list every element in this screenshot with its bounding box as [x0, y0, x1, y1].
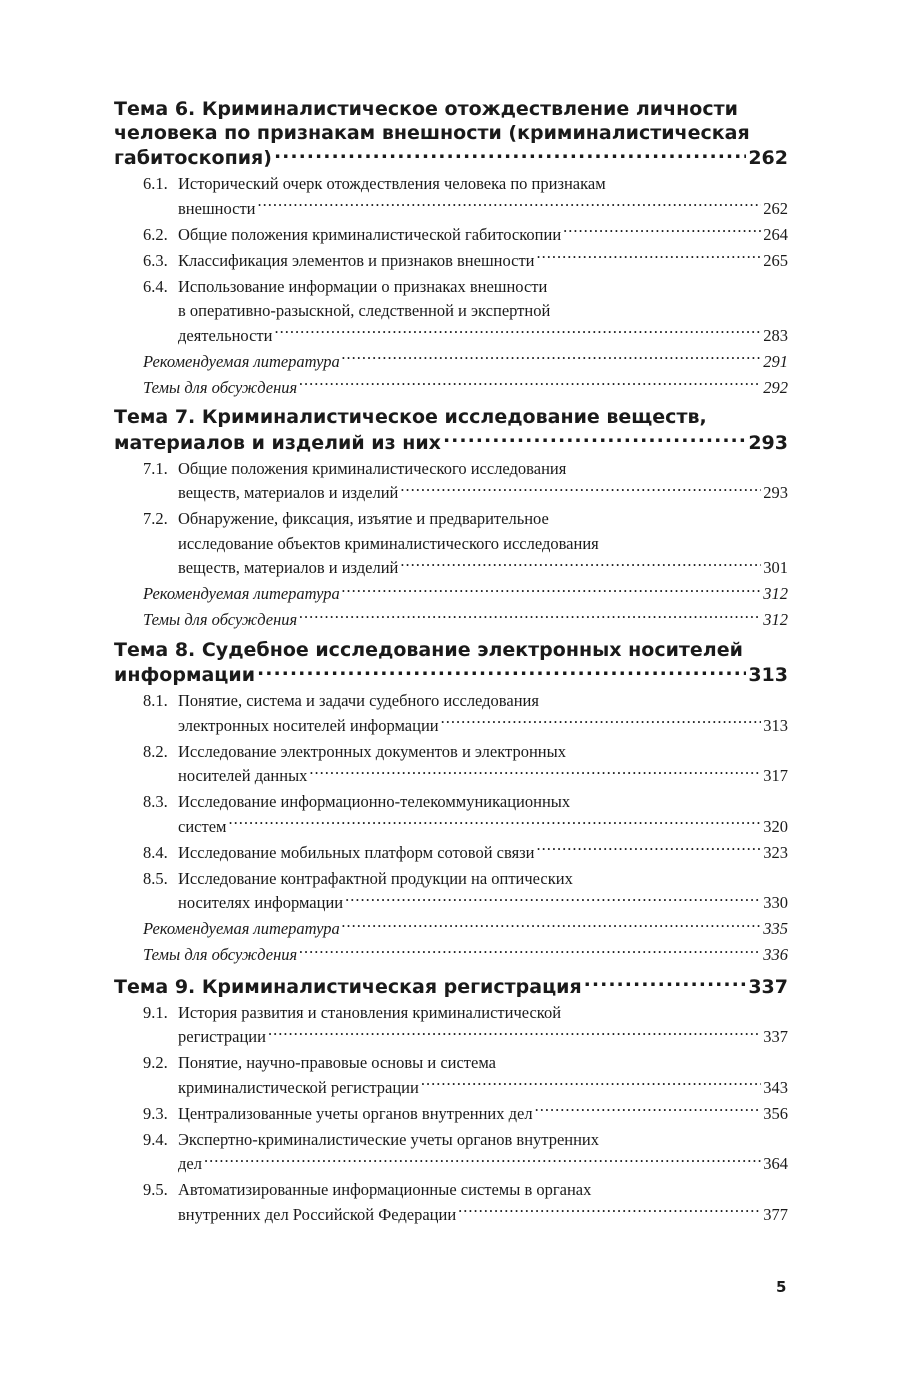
toc-line [143, 1025, 788, 1050]
dot-leader [342, 918, 761, 935]
dot-leader [299, 944, 761, 961]
entry-number: 9.4. [143, 1129, 168, 1149]
entry-title-end: внешности [178, 198, 256, 218]
heading-text: габитоскопия) [114, 147, 272, 169]
entry-title-line [143, 1128, 788, 1153]
toc-entry[interactable] [143, 249, 788, 274]
entry-title-end: веществ, материалов и изделий [178, 558, 399, 577]
entry-title-line: в оперативно-разыскной, следственной и экспертной [178, 301, 551, 320]
toc-entry[interactable] [143, 172, 788, 221]
topics-page-number: 312 [763, 610, 788, 629]
dot-leader [400, 482, 761, 499]
toc-line [143, 376, 788, 401]
entry-title-end: деятельности [178, 325, 273, 345]
toc-section [114, 406, 788, 633]
entry-title: Исторический очерк отождествления человека по признакам [178, 174, 606, 193]
entry-number: 6.4. [143, 276, 168, 296]
heading-page-number: 337 [748, 975, 788, 998]
toc-line [143, 582, 788, 607]
dot-leader [258, 197, 762, 214]
entry-number: 7.2. [143, 509, 168, 528]
entry-title-end: дел [178, 1154, 202, 1173]
heading-page-number: 313 [748, 664, 788, 686]
toc-line [143, 917, 788, 942]
table-of-contents [114, 98, 788, 1233]
entry-number: 8.5. [143, 868, 168, 888]
section-heading[interactable] [114, 974, 788, 1000]
literature-label: Рекомендуемая литература [143, 919, 340, 938]
entry-page-number: 343 [763, 1077, 788, 1097]
toc-line [143, 943, 788, 968]
literature-label: Рекомендуемая литература [143, 584, 340, 603]
toc-entry[interactable] [143, 740, 788, 789]
section-heading[interactable] [114, 98, 788, 171]
toc-line [114, 662, 788, 688]
entry-title: Общие положения криминалистического исследования [178, 458, 567, 478]
entry-page-number: 301 [763, 558, 788, 577]
entry-title-line [143, 689, 788, 714]
toc-line [143, 891, 788, 916]
entry-title: Обнаружение, фиксация, изъятие и предварительное [178, 509, 549, 528]
literature-label: Рекомендуемая литература [143, 351, 340, 371]
topics-label: Темы для обсуждения [143, 610, 298, 629]
entry-page-number: 264 [763, 224, 788, 244]
toc-section [114, 974, 788, 1228]
heading-line: Тема 7. Криминалистическое исследование веществ, [114, 406, 707, 428]
entry-title: Использование информации о признаках внешности [178, 276, 548, 296]
toc-line [114, 430, 788, 456]
dot-leader [584, 974, 747, 993]
entry-title: Общие положения криминалистической габитоскопии [178, 224, 562, 244]
toc-line [143, 815, 788, 840]
entry-page-number: 356 [763, 1103, 788, 1123]
dot-leader [268, 1026, 761, 1043]
heading-text: материалов и изделий из них [114, 431, 441, 454]
entry-title-line [143, 790, 788, 815]
toc-line [143, 324, 788, 349]
dot-leader [228, 815, 761, 832]
entry-title-line [143, 867, 788, 892]
toc-entry[interactable] [143, 1102, 788, 1127]
dot-leader [274, 324, 761, 341]
toc-entry[interactable] [143, 1001, 788, 1050]
literature-page-number: 312 [763, 584, 788, 603]
entry-title: Исследование электронных документов и электронных [178, 741, 566, 761]
entry-page-number: 377 [763, 1204, 788, 1224]
recommended-literature[interactable] [143, 582, 788, 607]
entry-page-number: 337 [763, 1027, 788, 1046]
toc-line [114, 145, 788, 171]
topics-page-number: 336 [763, 945, 788, 964]
entry-number: 9.2. [143, 1053, 168, 1072]
section-entries [114, 172, 788, 400]
toc-entry[interactable] [143, 457, 788, 506]
toc-line [143, 556, 788, 581]
dot-leader [299, 376, 761, 393]
heading-text: информации [114, 664, 256, 686]
section-heading[interactable] [114, 639, 788, 688]
toc-entry[interactable] [143, 867, 788, 916]
literature-page-number: 335 [763, 919, 788, 938]
dot-leader [342, 350, 761, 367]
toc-section [114, 639, 788, 968]
entry-title-end: регистрации [178, 1027, 266, 1046]
heading-line: человека по признакам внешности (криминалистическая [114, 121, 750, 144]
topics-label: Темы для обсуждения [143, 377, 298, 397]
entry-number: 8.3. [143, 792, 168, 811]
heading-text: Тема 9. Криминалистическая регистрация [114, 975, 582, 998]
toc-line [143, 608, 788, 633]
dot-leader [299, 609, 761, 626]
entry-title-end: носителях информации [178, 893, 344, 912]
dot-leader [443, 430, 746, 449]
toc-entry[interactable] [143, 507, 788, 581]
topics-page-number: 292 [763, 377, 788, 397]
toc-section [114, 98, 788, 400]
dot-leader [309, 765, 761, 782]
entry-title: Централизованные учеты органов внутренних дел [178, 1103, 533, 1123]
dot-leader [204, 1153, 761, 1170]
dot-leader [257, 662, 746, 681]
toc-line [143, 1076, 788, 1101]
entry-number: 9.1. [143, 1002, 168, 1022]
entry-page-number: 317 [763, 766, 788, 785]
entry-title-line [143, 457, 788, 482]
entry-title-line [143, 1001, 788, 1026]
entry-title: Исследование мобильных платформ сотовой связи [178, 842, 535, 862]
entry-title: Исследование контрафактной продукции на оптических [178, 868, 573, 888]
entry-title-line [143, 1178, 788, 1203]
entry-title-line [143, 1051, 788, 1076]
dot-leader [400, 557, 761, 574]
entry-title-line [143, 740, 788, 765]
entry-page-number: 320 [763, 816, 788, 836]
dot-leader [537, 841, 762, 858]
toc-line [143, 841, 788, 866]
entry-title-end: криминалистической регистрации [178, 1077, 419, 1097]
toc-line [114, 974, 788, 1000]
toc-line [143, 249, 788, 274]
toc-entry[interactable] [143, 689, 788, 738]
toc-line [143, 350, 788, 375]
dot-leader [345, 892, 761, 909]
entry-page-number: 313 [763, 715, 788, 735]
toc-line [143, 223, 788, 248]
heading-page-number: 262 [748, 147, 788, 169]
entry-title: Исследование информационно-телекоммуникационных [178, 792, 571, 811]
entry-number: 6.2. [143, 224, 168, 244]
toc-entry[interactable] [143, 1178, 788, 1227]
toc-line [143, 481, 788, 506]
dot-leader [563, 223, 761, 240]
entry-number: 7.1. [143, 458, 168, 478]
entry-number: 8.4. [143, 842, 168, 862]
section-entries [114, 689, 788, 968]
entry-page-number: 293 [763, 483, 788, 502]
dot-leader [274, 145, 746, 164]
entry-title-end: систем [178, 816, 227, 836]
toc-entry[interactable] [143, 1128, 788, 1177]
toc-entry[interactable] [143, 1051, 788, 1100]
entry-number: 9.3. [143, 1103, 168, 1123]
dot-leader [441, 714, 762, 731]
entry-number: 8.2. [143, 741, 168, 761]
literature-page-number: 291 [763, 351, 788, 371]
entry-page-number: 364 [763, 1154, 788, 1173]
section-entries [114, 457, 788, 633]
entry-title-line [143, 275, 788, 300]
entry-title: Понятие, система и задачи судебного исследования [178, 691, 539, 710]
toc-line [143, 1102, 788, 1127]
discussion-topics[interactable] [143, 376, 788, 401]
entry-number: 6.3. [143, 250, 168, 270]
dot-leader [342, 583, 761, 600]
heading-line: Тема 8. Судебное исследование электронных носителей [114, 638, 743, 661]
entry-title-end: веществ, материалов и изделий [178, 483, 399, 502]
discussion-topics[interactable] [143, 608, 788, 633]
dot-leader [421, 1076, 761, 1093]
entry-title-end: внутренних дел Российской Федерации [178, 1204, 457, 1224]
recommended-literature[interactable] [143, 917, 788, 942]
entry-title-end: электронных носителей информации [178, 715, 439, 735]
toc-line [143, 714, 788, 739]
entry-title: Классификация элементов и признаков внешности [178, 250, 535, 270]
entry-title-line [143, 172, 788, 197]
entry-title-end: носителей данных [178, 766, 308, 785]
entry-number: 8.1. [143, 691, 168, 710]
toc-line [143, 197, 788, 222]
entry-title: Понятие, научно-правовые основы и система [178, 1053, 496, 1072]
dot-leader [458, 1203, 761, 1220]
heading-line: Тема 6. Криминалистическое отождествление личности [114, 98, 738, 120]
entry-page-number: 262 [763, 198, 788, 218]
entry-page-number: 283 [763, 325, 788, 345]
entry-page-number: 323 [763, 842, 788, 862]
entry-title-line [143, 507, 788, 532]
toc-line [143, 764, 788, 789]
entry-number: 6.1. [143, 174, 168, 193]
section-entries [114, 1001, 788, 1228]
heading-page-number: 293 [748, 431, 788, 454]
discussion-topics[interactable] [143, 943, 788, 968]
entry-title-line: исследование объектов криминалистического исследования [178, 533, 599, 553]
entry-title: Экспертно-криминалистические учеты органов внутренних [178, 1129, 600, 1149]
toc-entry[interactable] [143, 841, 788, 866]
toc-entry[interactable] [143, 275, 788, 349]
entry-page-number: 265 [763, 250, 788, 270]
entry-title: Автоматизированные информационные системы в органах [178, 1180, 592, 1199]
toc-entry[interactable] [143, 223, 788, 248]
toc-entry[interactable] [143, 790, 788, 839]
toc-line [143, 1152, 788, 1177]
dot-leader [537, 249, 762, 266]
section-heading[interactable] [114, 406, 788, 455]
entry-page-number: 330 [763, 893, 788, 912]
toc-line [143, 1203, 788, 1228]
entry-number: 9.5. [143, 1180, 168, 1199]
page-number: 5 [776, 1278, 787, 1296]
entry-title: История развития и становления криминалистической [178, 1002, 562, 1022]
recommended-literature[interactable] [143, 350, 788, 375]
topics-label: Темы для обсуждения [143, 945, 298, 964]
dot-leader [535, 1102, 762, 1119]
